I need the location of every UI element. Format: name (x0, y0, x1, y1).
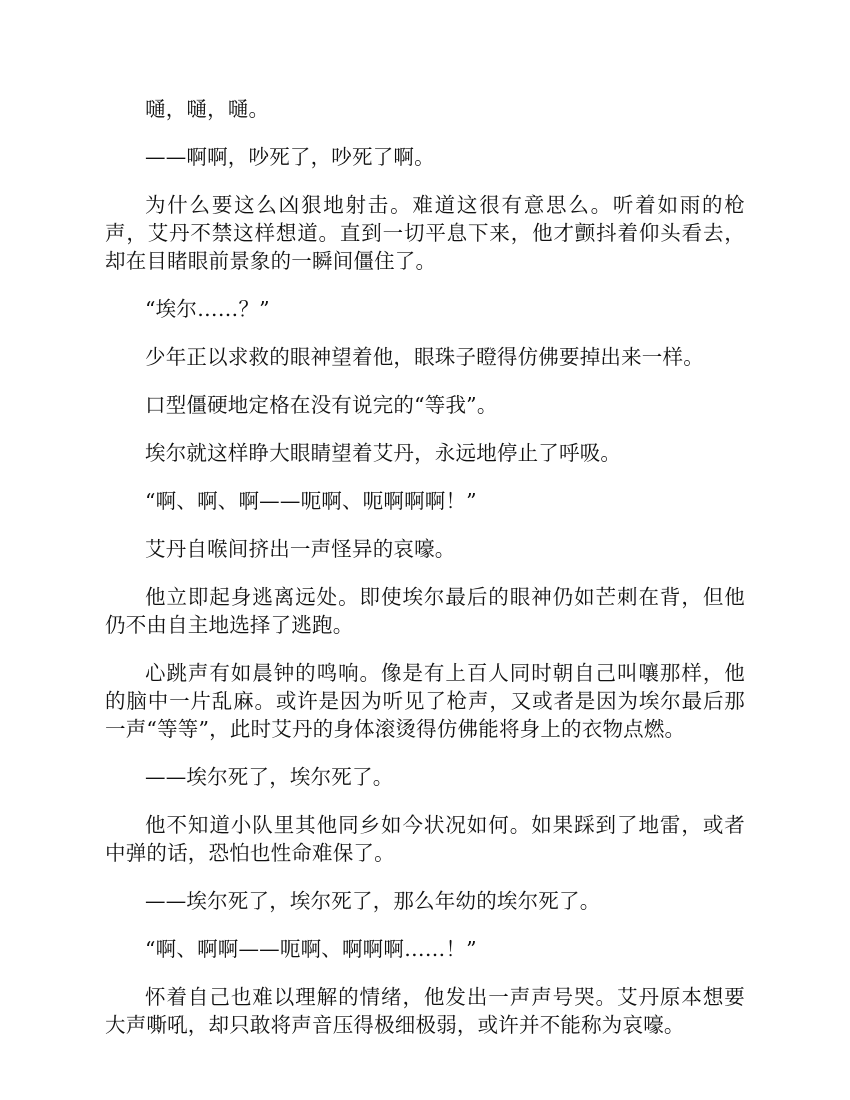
paragraph: 为什么要这么凶狠地射击。难道这很有意思么。听着如雨的枪声，艾丹不禁这样想道。直到一切平息下来，他才颤抖着仰头看去，却在目睹眼前景象的一瞬间僵住了。 (105, 193, 745, 273)
paragraph: ——埃尔死了，埃尔死了，那么年幼的埃尔死了。 (145, 889, 601, 913)
paragraph: 艾丹自喉间挤出一声怪异的哀嚎。 (145, 537, 456, 561)
paragraph: ——埃尔死了，埃尔死了。 (145, 765, 394, 789)
paragraph: ——啊啊，吵死了，吵死了啊。 (145, 145, 435, 169)
paragraph: 心跳声有如晨钟的鸣响。像是有上百人同时朝自己叫嚷那样，他的脑中一片乱麻。或许是因为听见了枪声，又或者是因为埃尔最后那一声“等等”，此时艾丹的身体滚烫得仿佛能将身上的衣物点燃。 (105, 661, 745, 741)
document-page (105, 95, 745, 1059)
paragraph: 少年正以求救的眼神望着他，眼珠子瞪得仿佛要掉出来一样。 (145, 345, 704, 369)
paragraph: “啊、啊、啊——呃啊、呃啊啊啊！” (145, 489, 477, 513)
paragraph: 埃尔就这样睁大眼睛望着艾丹，永远地停止了呼吸。 (145, 441, 622, 465)
paragraph: 嗵，嗵，嗵。 (145, 97, 270, 121)
paragraph: “埃尔……？” (145, 297, 270, 321)
paragraph: 怀着自己也难以理解的情绪，他发出一声声号哭。艾丹原本想要大声嘶吼，却只敢将声音压得极细极弱，或许并不能称为哀嚎。 (105, 985, 745, 1037)
paragraph: 他立即起身逃离远处。即使埃尔最后的眼神仍如芒刺在背，但他仍不由自主地选择了逃跑。 (105, 585, 745, 637)
paragraph: 口型僵硬地定格在没有说完的“等我”。 (145, 393, 498, 417)
paragraph: “啊、啊啊——呃啊、啊啊啊……！” (145, 937, 477, 961)
paragraph: 他不知道小队里其他同乡如今状况如何。如果踩到了地雷，或者中弹的话，恐怕也性命难保了。 (105, 813, 745, 865)
